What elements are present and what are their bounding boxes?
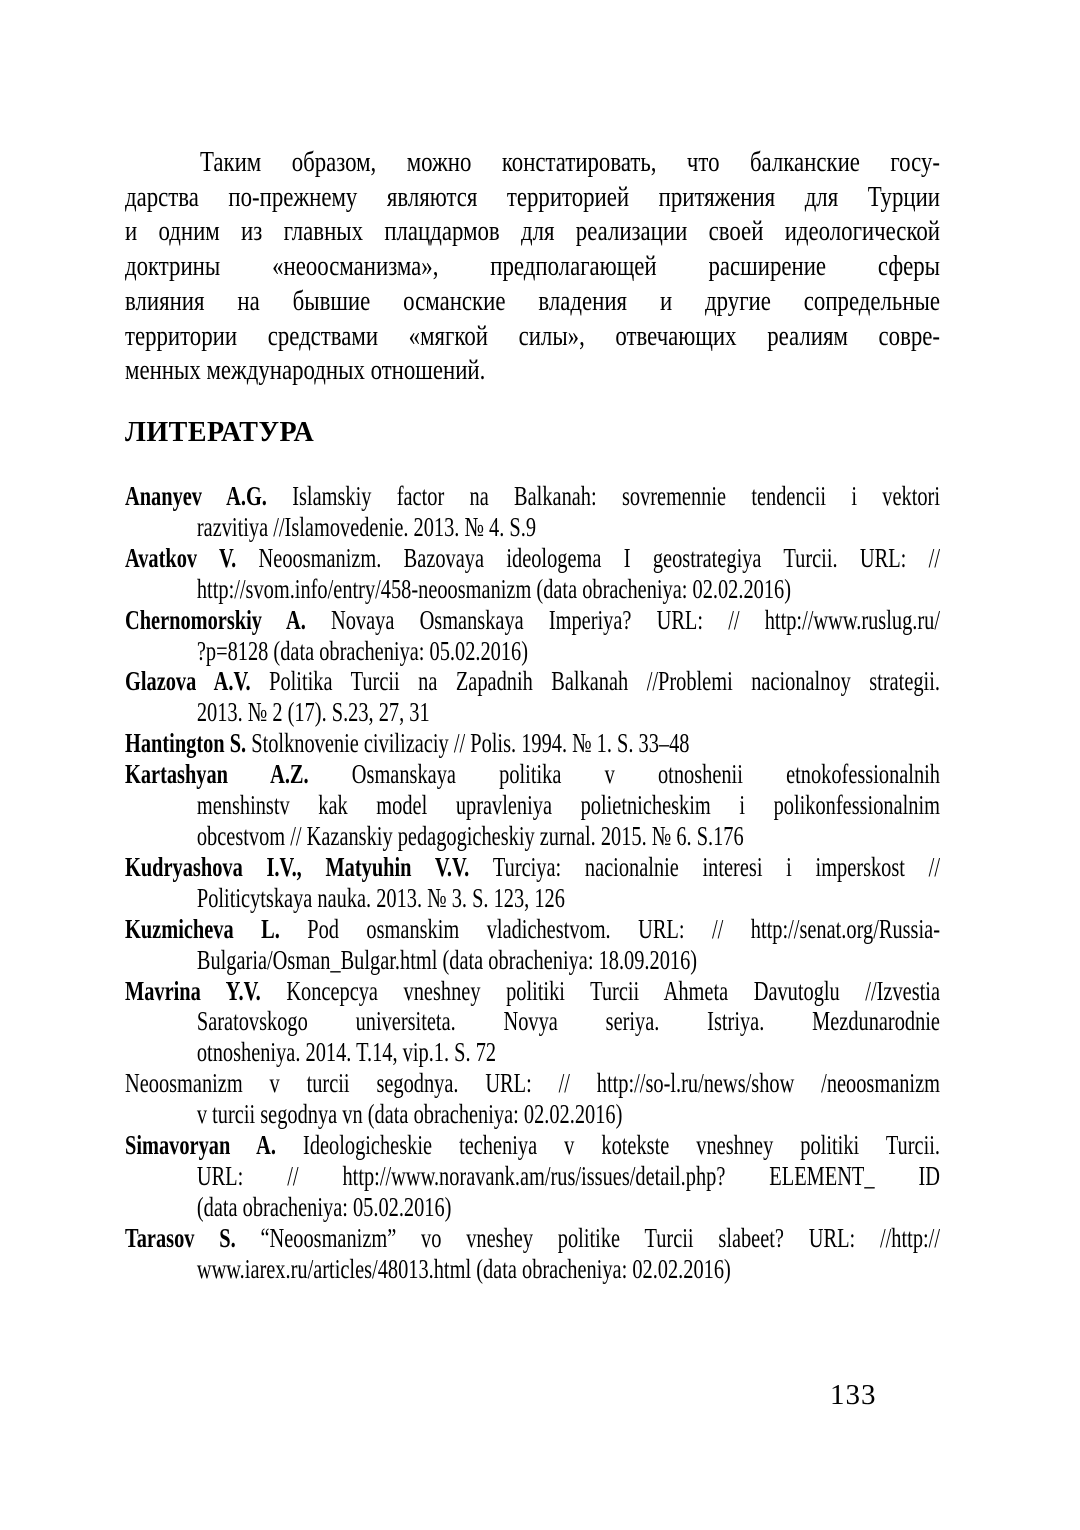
entry-author: Mavrina Y.V. xyxy=(125,974,287,1006)
entry-author: Chernomorskiy A. xyxy=(125,603,332,635)
entry-line: Ananyev A.G. Islamskiy factor na Balkanah: sovremennie tendencii i vektori xyxy=(125,480,940,511)
entry-author: Kudryashova I.V., Matyuhin V.V. xyxy=(125,850,493,882)
bibliography-entry xyxy=(125,852,940,914)
entry-author: Kuzmicheva L. xyxy=(125,912,308,944)
entry-line: obcestvom // Kazanskiy pedagogicheskiy zurnal. 2015. № 6. S.176 xyxy=(196,819,744,851)
bibliography-entry xyxy=(125,759,940,852)
entry-line: Kuzmicheva L. Pod osmanskim vladichestvom. URL: // http://senat.org/Russia- xyxy=(125,912,940,944)
bibliography-entry xyxy=(125,1068,940,1130)
entry-line: Saratovskogo universiteta. Novya seriya. Istriya. Mezdunarodnie xyxy=(196,1005,940,1037)
entry-line: http://svom.info/entry/458-neoosmanizm (data obracheniya: 02.02.2016) xyxy=(196,572,791,604)
entry-line: menshinstv kak model upravleniya polietnicheskim i polikonfessionalnim xyxy=(196,789,940,821)
page-number: 133 xyxy=(830,1379,877,1411)
literature-heading: ЛИТЕРАТУРА xyxy=(125,417,315,448)
entry-line: otnosheniya. 2014. T.14, vip.1. S. 72 xyxy=(196,1036,497,1068)
entry-author: Simavoryan A. xyxy=(125,1129,304,1161)
entry-line: Chernomorskiy A. Novaya Osmanskaya Imperiya? URL: // http://www.ruslug.ru/ xyxy=(125,603,940,635)
entry-line: (data obracheniya: 05.02.2016) xyxy=(196,1190,452,1222)
paragraph-line: и одним из главных плацдармов для реализации своей идеологической xyxy=(125,216,940,248)
entry-author: Kartashyan A.Z. xyxy=(125,758,352,790)
entry-author: Hantington S. xyxy=(125,727,252,759)
paragraph-line: Таким образом, можно констатировать, что балканские госу- xyxy=(199,147,941,178)
entry-line: Politicytskaya nauka. 2013. № 3. S. 123, 126 xyxy=(196,881,565,913)
bibliography-entry xyxy=(125,976,940,1069)
bibliography-entry xyxy=(125,605,940,667)
paragraph-line: влияния на бывшие османские владения и другие сопредельные xyxy=(125,285,940,317)
entry-author: Avatkov V. xyxy=(125,541,259,573)
bibliography-entry xyxy=(125,728,940,759)
opening-paragraph xyxy=(125,146,940,389)
entry-line: ?p=8128 (data obracheniya: 05.02.2016) xyxy=(196,634,529,666)
entry-line: Mavrina Y.V. Koncepcya vneshney politiki Turcii Ahmeta Davutoglu //Izvestia xyxy=(125,974,940,1006)
entry-line: Kudryashova I.V., Matyuhin V.V. Turciya: nacionalnie interesi i imperskost // xyxy=(125,850,940,882)
paragraph-line: дарства по-прежнему являются территорией притяжения для Турции xyxy=(125,181,940,213)
bibliography-entry xyxy=(125,543,940,605)
bibliography-entry xyxy=(125,481,940,543)
entry-line: 2013. № 2 (17). S.23, 27, 31 xyxy=(196,696,430,728)
entry-line: Neoosmanizm v turcii segodnya. URL: // http://so-l.ru/news/show /neoosmanizm xyxy=(125,1067,940,1099)
entry-line: Tarasov S. “Neoosmanizm” vo vneshey politike Turcii slabeet? URL: //http:// xyxy=(125,1221,940,1253)
bibliography-entry xyxy=(125,1223,940,1285)
entry-author: Ananyev A.G. xyxy=(125,480,293,511)
entry-author: Tarasov S. xyxy=(125,1221,261,1253)
entry-line: Hantington S. Stolknovenie civilizaciy // Polis. 1994. № 1. S. 33–48 xyxy=(125,727,690,759)
entry-line: www.iarex.ru/articles/48013.html (data obracheniya: 02.02.2016) xyxy=(196,1252,731,1284)
entry-line: Bulgaria/Osman_Bulgar.html (data obracheniya: 18.09.2016) xyxy=(196,943,698,975)
entry-line: Glazova A.V. Politika Turcii na Zapadnih Balkanah //Problemi nacionalnoy strategii. xyxy=(125,665,940,697)
paragraph-line: менных международных отношений. xyxy=(125,355,486,387)
bibliography-entry xyxy=(125,666,940,728)
entry-line: v turcii segodnya vn (data obracheniya: 02.02.2016) xyxy=(196,1098,623,1130)
bibliography-entry xyxy=(125,914,940,976)
entry-line: Simavoryan A. Ideologicheskie techeniya v kotekste vneshney politiki Turcii. xyxy=(125,1129,940,1161)
paragraph-line: территории средствами «мягкой силы», отвечающих реалиям совре- xyxy=(125,320,940,352)
entry-line: URL: // http://www.noravank.am/rus/issues/detail.php? ELEMENT_ ID xyxy=(196,1159,940,1191)
bibliography-entry xyxy=(125,1130,940,1223)
paragraph-line: доктрины «неоосманизма», предполагающей расширение сферы xyxy=(125,251,940,283)
entry-line: Avatkov V. Neoosmanizm. Bazovaya ideologema I geostrategiya Turcii. URL: // xyxy=(125,541,941,573)
entry-author: Glazova A.V. xyxy=(125,665,270,697)
entry-line: razvitiya //Islamovedenie. 2013. № 4. S.9 xyxy=(196,510,537,542)
bibliography-list xyxy=(125,481,940,1285)
entry-line: Kartashyan A.Z. Osmanskaya politika v otnoshenii etnokofessionalnih xyxy=(125,758,941,790)
